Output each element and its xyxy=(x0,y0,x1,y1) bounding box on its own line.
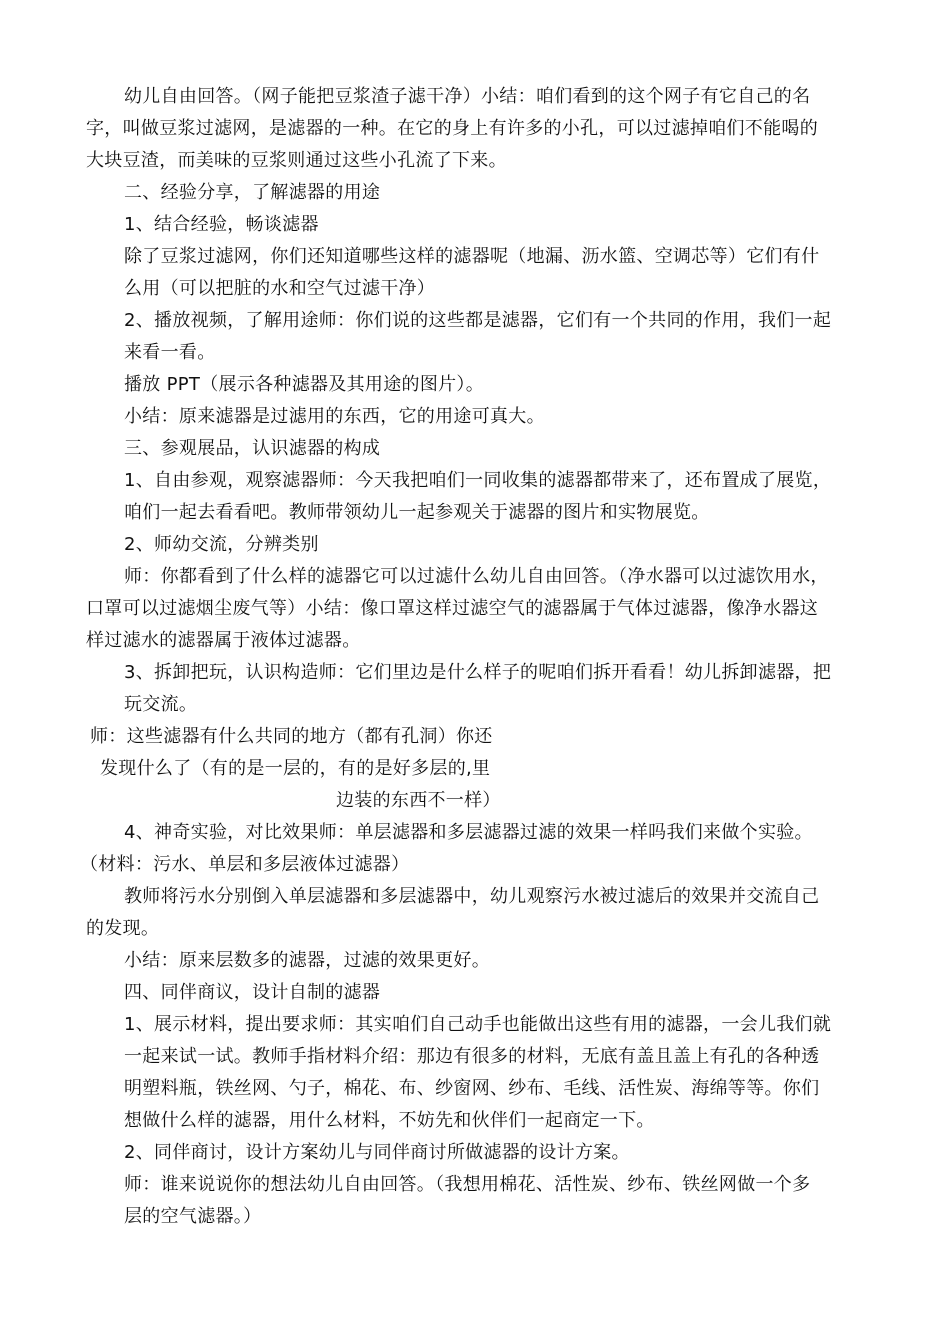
text-line: 么用（可以把脏的水和空气过滤干净） xyxy=(124,278,436,299)
text-line: 口罩可以过滤烟尘废气等）小结：像口罩这样过滤空气的滤器属于气体过滤器，像净水器这 xyxy=(86,598,818,619)
text-line: 咱们一起去看看吧。教师带领幼儿一起参观关于滤器的图片和实物展览。 xyxy=(124,502,710,523)
text-line: 2、师幼交流，分辨类别 xyxy=(124,534,319,555)
text-line: 幼儿自由回答。（网子能把豆浆渣子滤干净）小结：咱们看到的这个网子有它自己的名 xyxy=(124,86,811,107)
text-line: 明塑料瓶，铁丝网、勺子，棉花、布、纱窗网、纱布、毛线、活性炭、海绵等等。你们 xyxy=(124,1078,820,1099)
text-line: 4、神奇实验，对比效果师：单层滤器和多层滤器过滤的效果一样吗我们来做个实验。 xyxy=(124,822,813,843)
text-line: 层的空气滤器。） xyxy=(124,1206,262,1227)
text-line: 师：你都看到了什么样的滤器它可以过滤什么幼儿自由回答。（净水器可以过滤饮用水， xyxy=(124,566,829,587)
text-line: 来看一看。 xyxy=(124,342,216,363)
text-line: 样过滤水的滤器属于液体过滤器。 xyxy=(86,630,361,651)
text-line: 三、参观展品，认识滤器的构成 xyxy=(124,438,381,459)
text-line: 字，叫做豆浆过滤网，是滤器的一种。在它的身上有许多的小孔，可以过滤掉咱们不能喝的 xyxy=(86,118,818,139)
text-line: 小结：原来层数多的滤器，过滤的效果更好。 xyxy=(124,950,490,971)
text-line: 发现什么了（有的是一层的，有的是好多层的,里 xyxy=(100,758,491,779)
text-line: 四、同伴商议，设计自制的滤器 xyxy=(124,982,381,1003)
text-line: 大块豆渣，而美味的豆浆则通过这些小孔流了下来。 xyxy=(86,150,507,171)
text-line: 3、拆卸把玩，认识构造师：它们里边是什么样子的呢咱们拆开看看！幼儿拆卸滤器，把 xyxy=(124,662,832,683)
text-line: 师：谁来说说你的想法幼儿自由回答。（我想用棉花、活性炭、纱布、铁丝网做一个多 xyxy=(124,1174,811,1195)
text-line: 一起来试一试。教师手指材料介绍：那边有很多的材料，无底有盖且盖上有孔的各种透 xyxy=(124,1046,820,1067)
text-line: 2、同伴商讨，设计方案幼儿与同伴商讨所做滤器的设计方案。 xyxy=(124,1142,630,1163)
text-line: （材料：污水、单层和多层液体过滤器） xyxy=(80,854,410,875)
text-line: 1、自由参观，观察滤器师：今天我把咱们一同收集的滤器都带来了，还布置成了展览， xyxy=(124,470,832,491)
text-line: 除了豆浆过滤网，你们还知道哪些这样的滤器呢（地漏、沥水篮、空调芯等）它们有什 xyxy=(124,246,820,267)
text-line: 玩交流。 xyxy=(124,694,198,715)
text-line: 想做什么样的滤器，用什么材料，不妨先和伙伴们一起商定一下。 xyxy=(124,1110,655,1131)
text-line: 1、结合经验，畅谈滤器 xyxy=(124,214,319,235)
text-line: 教师将污水分别倒入单层滤器和多层滤器中，幼儿观察污水被过滤后的效果并交流自己 xyxy=(124,886,820,907)
text-line: 二、经验分享，了解滤器的用途 xyxy=(124,182,381,203)
text-line: 2、播放视频，了解用途师：你们说的这些都是滤器，它们有一个共同的作用，我们一起 xyxy=(124,310,832,331)
text-line: 1、展示材料，提出要求师：其实咱们自己动手也能做出这些有用的滤器，一会儿我们就 xyxy=(124,1014,832,1035)
text-line: 小结：原来滤器是过滤用的东西，它的用途可真大。 xyxy=(124,406,545,427)
text-line: 边装的东西不一样） xyxy=(336,790,501,811)
text-line: 播放 PPT（展示各种滤器及其用途的图片）。 xyxy=(124,374,485,395)
text-line: 的发现。 xyxy=(86,918,160,939)
text-line: 师：这些滤器有什么共同的地方（都有孔洞）你还 xyxy=(90,726,493,747)
